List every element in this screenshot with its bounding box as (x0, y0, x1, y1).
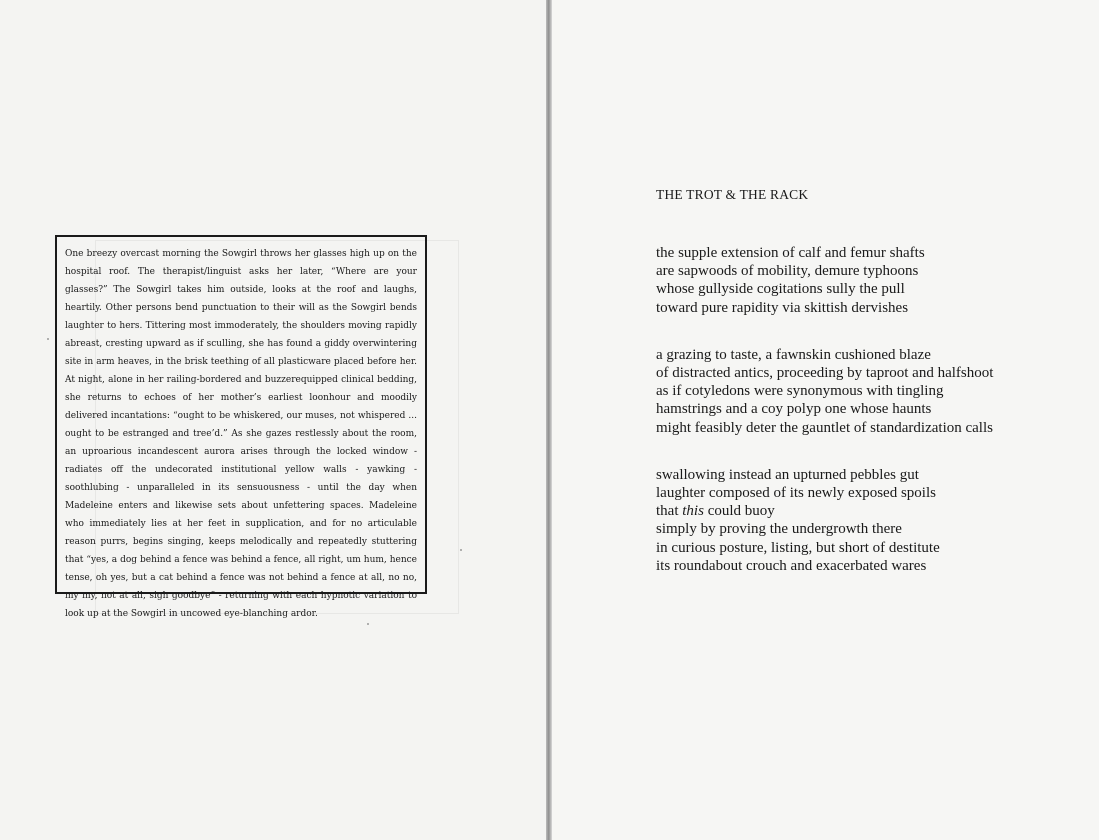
stanza-3 (656, 466, 1096, 575)
poem-line (656, 502, 1096, 520)
poem-line: laughter composed of its newly exposed spoils (656, 485, 936, 502)
prose-paragraph: One breezy overcast morning the Sowgirl throws her glasses high up on the hospital roof. The therapist/linguist asks her later, “Where are your glasses?” The Sowgirl takes him outside, looks at the roof and laughs, heartily. Other persons bend punctuation to their will as the Sowgirl bends laughter to hers. Tittering most immoderately, the shoulders moving rapidly abreast, cresting upward as if sculling, she has found a giddy overwintering site in arm heaves, in the brisk teething of all plasticware placed before her. At night, alone in her railing-bordered and buzzerequipped clinical bedding, she returns to echoes of her mother’s earliest loonhour and moodily delivered incantations: “ought to be whiskered, our muses, not whispered ... ought to be estranged and tree’d.” As she gazes restlessly about the room, an uproarious incandescent aurora arises through the locked window - radiates off the undecorated institutional yellow walls - yawking - soothlubing - unparalleled in its sensuousness - until the day when Madeleine enters and likewise sets about unfettering spaces. Madeleine who immediately lies at her feet in supplication, and for no articulable reason purrs, begins singing, keeps melodically and repeatedly stuttering that “yes, a dog behind a fence was behind a fence, all right, um hum, hence tense, oh yes, but a cat behind a fence was not behind a fence at all, no no, my my, not at all, sigh goodbye” - returning with each hypnotic variation to look up at the Sowgirl in uncowed eye-blanching ardor. (65, 249, 417, 619)
poem-line-prefix: that (656, 503, 683, 520)
poem-line-italic: this (682, 503, 704, 520)
stanza-1 (656, 244, 1096, 317)
poem-line: swallowing instead an upturned pebbles gut (656, 466, 919, 483)
paper-speck (47, 338, 49, 340)
left-page (0, 0, 549, 840)
poem-line: of distracted antics, proceeding by taproot and halfshoot (656, 365, 994, 382)
poem-line: simply by proving the undergrowth there (656, 521, 902, 538)
poem-line: a grazing to taste, a fawnskin cushioned blaze (656, 346, 931, 363)
poem-line: as if cotyledons were synonymous with tingling (656, 383, 944, 400)
paper-speck (367, 623, 369, 625)
paper-speck (460, 549, 462, 551)
poem-line: hamstrings and a coy polyp one whose haunts (656, 401, 932, 418)
right-page (552, 0, 1099, 840)
poem-line: might feasibly deter the gauntlet of standardization calls (656, 419, 993, 436)
poem (656, 186, 1096, 604)
poem-line: whose gullyside cogitations sully the pull (656, 281, 905, 298)
poem-line: toward pure rapidity via skittish dervishes (656, 299, 909, 316)
poem-line: its roundabout crouch and exacerbated wares (656, 557, 927, 574)
poem-title: THE TROT & THE RACK (656, 187, 809, 202)
poem-line: in curious posture, listing, but short of destitute (656, 539, 940, 556)
poem-line: the supple extension of calf and femur shafts (656, 245, 925, 261)
prose-box (55, 235, 427, 619)
poem-line-suffix: could buoy (703, 503, 775, 520)
poem-line: are sapwoods of mobility, demure typhoons (656, 263, 919, 280)
stanza-2 (656, 346, 1096, 437)
